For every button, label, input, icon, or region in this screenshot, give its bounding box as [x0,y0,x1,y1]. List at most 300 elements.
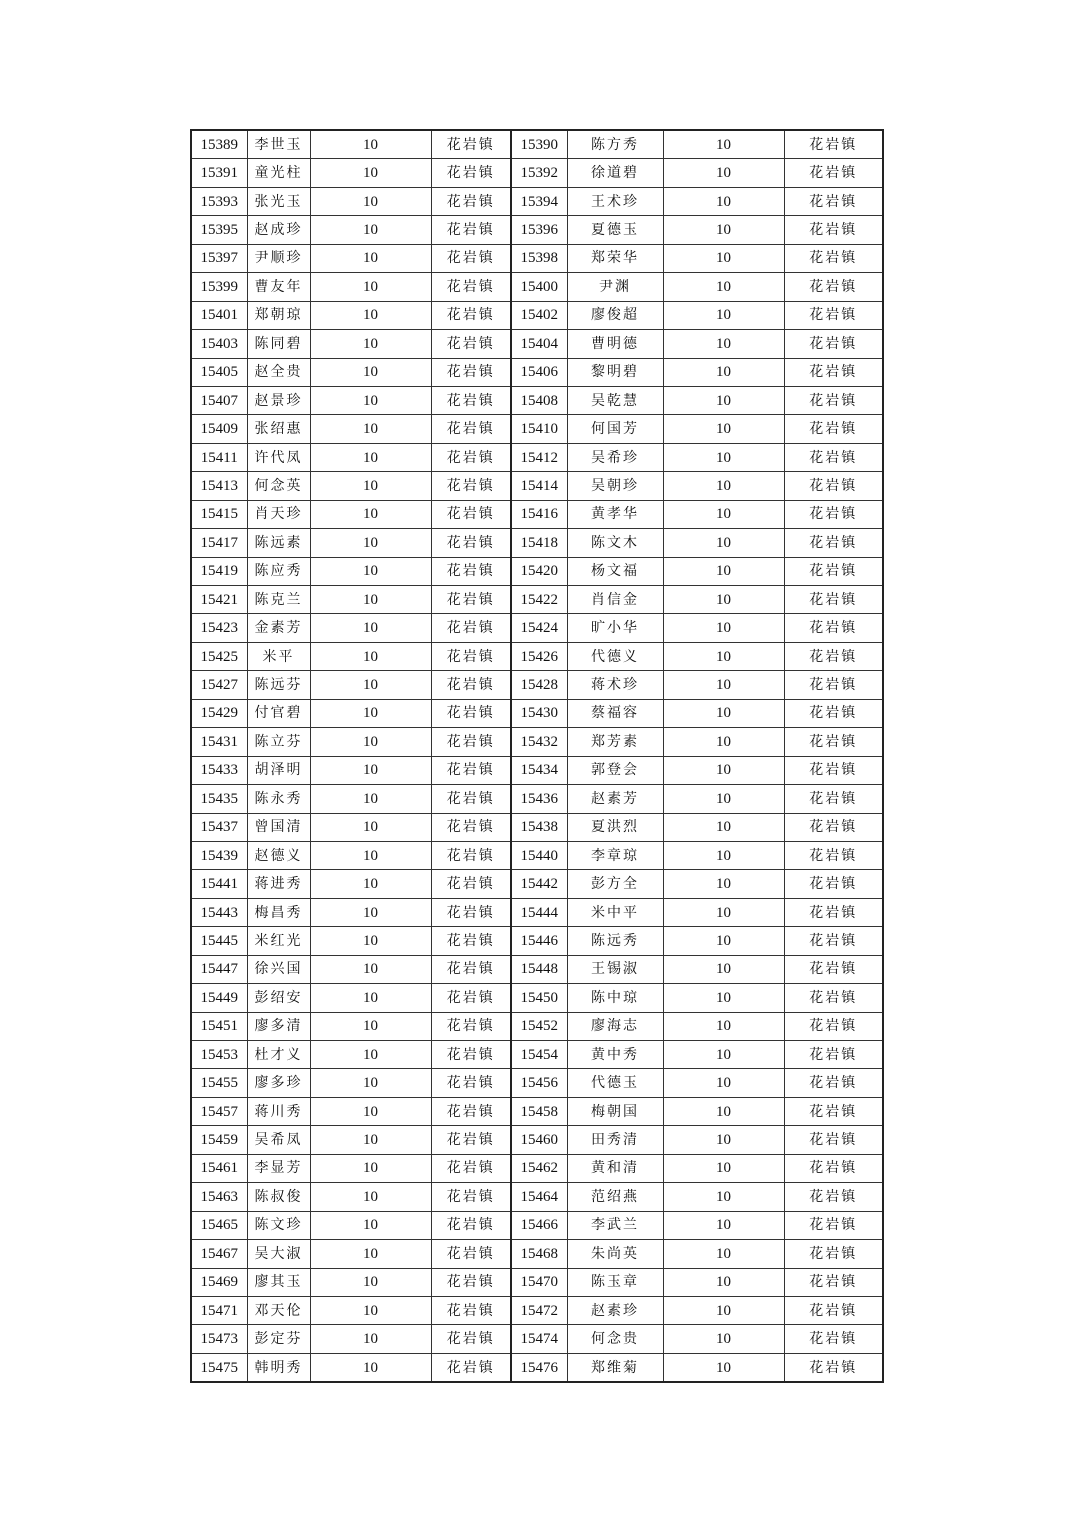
record-id-cell: 15401 [191,301,247,329]
name-cell: 陈立芬 [247,728,310,756]
amount-cell: 10 [310,529,431,557]
table-row [191,785,883,813]
record-id-cell: 15469 [191,1268,247,1296]
name-cell: 吴大淑 [247,1240,310,1268]
amount-cell: 10 [663,386,784,414]
name-cell: 夏德玉 [567,216,663,244]
name-cell: 赵成珍 [247,216,310,244]
amount-cell: 10 [310,330,431,358]
name-cell: 王术珍 [567,187,663,215]
name-cell: 何国芳 [567,415,663,443]
record-id-cell: 15420 [511,557,567,585]
town-cell: 花岩镇 [784,244,883,272]
town-cell: 花岩镇 [784,1240,883,1268]
town-cell: 花岩镇 [784,1353,883,1382]
amount-cell: 10 [310,984,431,1012]
record-id-cell: 15437 [191,813,247,841]
town-cell: 花岩镇 [431,614,511,642]
record-id-cell: 15474 [511,1325,567,1353]
town-cell: 花岩镇 [784,671,883,699]
table-row [191,1097,883,1125]
name-cell: 赵全贵 [247,358,310,386]
record-id-cell: 15433 [191,756,247,784]
town-cell: 花岩镇 [431,984,511,1012]
amount-cell: 10 [310,244,431,272]
name-cell: 曹明德 [567,330,663,358]
amount-cell: 10 [663,472,784,500]
town-cell: 花岩镇 [431,841,511,869]
name-cell: 陈永秀 [247,785,310,813]
amount-cell: 10 [310,1325,431,1353]
table-row [191,955,883,983]
name-cell: 吴希珍 [567,443,663,471]
amount-cell: 10 [663,984,784,1012]
town-cell: 花岩镇 [784,870,883,898]
amount-cell: 10 [310,699,431,727]
name-cell: 田秀清 [567,1126,663,1154]
table-row [191,330,883,358]
amount-cell: 10 [663,1069,784,1097]
town-cell: 花岩镇 [431,472,511,500]
table-row [191,1041,883,1069]
name-cell: 李武兰 [567,1211,663,1239]
record-id-cell: 15409 [191,415,247,443]
record-id-cell: 15414 [511,472,567,500]
name-cell: 廖多清 [247,1012,310,1040]
town-cell: 花岩镇 [784,785,883,813]
town-cell: 花岩镇 [431,1154,511,1182]
name-cell: 吴希凤 [247,1126,310,1154]
table-row [191,898,883,926]
name-cell: 郑芳素 [567,728,663,756]
table-row [191,500,883,528]
record-id-cell: 15439 [191,841,247,869]
amount-cell: 10 [663,870,784,898]
town-cell: 花岩镇 [431,244,511,272]
record-id-cell: 15431 [191,728,247,756]
amount-cell: 10 [310,586,431,614]
town-cell: 花岩镇 [431,927,511,955]
record-id-cell: 15397 [191,244,247,272]
name-cell: 陈文木 [567,529,663,557]
roster-body [191,130,883,1382]
name-cell: 彭方全 [567,870,663,898]
town-cell: 花岩镇 [431,130,511,159]
record-id-cell: 15430 [511,699,567,727]
town-cell: 花岩镇 [784,472,883,500]
name-cell: 金素芳 [247,614,310,642]
name-cell: 陈远秀 [567,927,663,955]
town-cell: 花岩镇 [784,1183,883,1211]
amount-cell: 10 [310,1097,431,1125]
town-cell: 花岩镇 [431,699,511,727]
town-cell: 花岩镇 [784,756,883,784]
amount-cell: 10 [663,415,784,443]
town-cell: 花岩镇 [784,1211,883,1239]
table-row [191,244,883,272]
record-id-cell: 15425 [191,642,247,670]
record-id-cell: 15391 [191,159,247,187]
name-cell: 廖多珍 [247,1069,310,1097]
record-id-cell: 15438 [511,813,567,841]
table-row [191,813,883,841]
record-id-cell: 15447 [191,955,247,983]
town-cell: 花岩镇 [431,1069,511,1097]
name-cell: 何念贵 [567,1325,663,1353]
town-cell: 花岩镇 [431,671,511,699]
town-cell: 花岩镇 [431,1296,511,1324]
record-id-cell: 15407 [191,386,247,414]
record-id-cell: 15449 [191,984,247,1012]
amount-cell: 10 [663,1183,784,1211]
table-row [191,130,883,159]
amount-cell: 10 [663,614,784,642]
record-id-cell: 15441 [191,870,247,898]
amount-cell: 10 [663,813,784,841]
record-id-cell: 15466 [511,1211,567,1239]
record-id-cell: 15443 [191,898,247,926]
record-id-cell: 15460 [511,1126,567,1154]
amount-cell: 10 [663,443,784,471]
name-cell: 蒋术珍 [567,671,663,699]
town-cell: 花岩镇 [784,273,883,301]
name-cell: 廖海志 [567,1012,663,1040]
record-id-cell: 15473 [191,1325,247,1353]
amount-cell: 10 [310,1183,431,1211]
name-cell: 陈文珍 [247,1211,310,1239]
amount-cell: 10 [663,330,784,358]
town-cell: 花岩镇 [431,642,511,670]
record-id-cell: 15390 [511,130,567,159]
amount-cell: 10 [663,955,784,983]
record-id-cell: 15402 [511,301,567,329]
town-cell: 花岩镇 [784,699,883,727]
record-id-cell: 15470 [511,1268,567,1296]
name-cell: 郑荣华 [567,244,663,272]
amount-cell: 10 [663,756,784,784]
town-cell: 花岩镇 [784,984,883,1012]
table-row [191,1268,883,1296]
name-cell: 陈中琼 [567,984,663,1012]
record-id-cell: 15472 [511,1296,567,1324]
amount-cell: 10 [663,586,784,614]
amount-cell: 10 [310,301,431,329]
name-cell: 代德义 [567,642,663,670]
record-id-cell: 15434 [511,756,567,784]
name-cell: 黄孝华 [567,500,663,528]
name-cell: 陈远素 [247,529,310,557]
name-cell: 陈叔俊 [247,1183,310,1211]
name-cell: 廖俊超 [567,301,663,329]
name-cell: 童光柱 [247,159,310,187]
table-row [191,386,883,414]
record-id-cell: 15417 [191,529,247,557]
record-id-cell: 15459 [191,1126,247,1154]
name-cell: 赵德义 [247,841,310,869]
table-row [191,1154,883,1182]
amount-cell: 10 [663,1097,784,1125]
record-id-cell: 15428 [511,671,567,699]
table-row [191,586,883,614]
record-id-cell: 15456 [511,1069,567,1097]
amount-cell: 10 [310,1069,431,1097]
name-cell: 曹友年 [247,273,310,301]
name-cell: 米中平 [567,898,663,926]
town-cell: 花岩镇 [784,529,883,557]
record-id-cell: 15423 [191,614,247,642]
name-cell: 张绍惠 [247,415,310,443]
amount-cell: 10 [310,130,431,159]
town-cell: 花岩镇 [784,1325,883,1353]
town-cell: 花岩镇 [431,273,511,301]
town-cell: 花岩镇 [784,159,883,187]
amount-cell: 10 [663,1296,784,1324]
name-cell: 尹顺珍 [247,244,310,272]
town-cell: 花岩镇 [784,301,883,329]
amount-cell: 10 [310,358,431,386]
name-cell: 吴乾慧 [567,386,663,414]
record-id-cell: 15442 [511,870,567,898]
town-cell: 花岩镇 [784,1296,883,1324]
record-id-cell: 15452 [511,1012,567,1040]
name-cell: 代德玉 [567,1069,663,1097]
name-cell: 肖天珍 [247,500,310,528]
amount-cell: 10 [663,671,784,699]
amount-cell: 10 [310,1041,431,1069]
town-cell: 花岩镇 [431,301,511,329]
table-row [191,671,883,699]
name-cell: 黄和清 [567,1154,663,1182]
table-row [191,159,883,187]
record-id-cell: 15406 [511,358,567,386]
amount-cell: 10 [663,898,784,926]
record-id-cell: 15461 [191,1154,247,1182]
name-cell: 郭登会 [567,756,663,784]
record-id-cell: 15468 [511,1240,567,1268]
amount-cell: 10 [310,443,431,471]
record-id-cell: 15429 [191,699,247,727]
amount-cell: 10 [310,273,431,301]
amount-cell: 10 [663,927,784,955]
record-id-cell: 15416 [511,500,567,528]
record-id-cell: 15424 [511,614,567,642]
amount-cell: 10 [310,813,431,841]
table-row [191,927,883,955]
amount-cell: 10 [663,1353,784,1382]
amount-cell: 10 [310,1126,431,1154]
table-row [191,415,883,443]
name-cell: 王锡淑 [567,955,663,983]
table-row [191,614,883,642]
table-row [191,216,883,244]
table-row [191,529,883,557]
town-cell: 花岩镇 [784,813,883,841]
name-cell: 夏洪烈 [567,813,663,841]
town-cell: 花岩镇 [431,415,511,443]
record-id-cell: 15454 [511,1041,567,1069]
table-row [191,984,883,1012]
record-id-cell: 15448 [511,955,567,983]
amount-cell: 10 [310,870,431,898]
record-id-cell: 15462 [511,1154,567,1182]
town-cell: 花岩镇 [431,386,511,414]
record-id-cell: 15436 [511,785,567,813]
town-cell: 花岩镇 [784,586,883,614]
amount-cell: 10 [663,728,784,756]
name-cell: 韩明秀 [247,1353,310,1382]
record-id-cell: 15411 [191,443,247,471]
amount-cell: 10 [310,898,431,926]
town-cell: 花岩镇 [784,898,883,926]
town-cell: 花岩镇 [784,216,883,244]
amount-cell: 10 [310,216,431,244]
town-cell: 花岩镇 [431,443,511,471]
amount-cell: 10 [310,159,431,187]
town-cell: 花岩镇 [784,500,883,528]
name-cell: 郑维菊 [567,1353,663,1382]
town-cell: 花岩镇 [431,500,511,528]
name-cell: 黎明碧 [567,358,663,386]
town-cell: 花岩镇 [784,955,883,983]
name-cell: 杜才义 [247,1041,310,1069]
table-row [191,699,883,727]
record-id-cell: 15458 [511,1097,567,1125]
name-cell: 杨文福 [567,557,663,585]
name-cell: 曾国清 [247,813,310,841]
amount-cell: 10 [663,1240,784,1268]
table-row [191,273,883,301]
amount-cell: 10 [663,130,784,159]
record-id-cell: 15457 [191,1097,247,1125]
town-cell: 花岩镇 [784,1012,883,1040]
amount-cell: 10 [663,1268,784,1296]
record-id-cell: 15453 [191,1041,247,1069]
amount-cell: 10 [663,1325,784,1353]
record-id-cell: 15392 [511,159,567,187]
amount-cell: 10 [663,642,784,670]
table-row [191,841,883,869]
table-row [191,728,883,756]
amount-cell: 10 [663,216,784,244]
record-id-cell: 15408 [511,386,567,414]
name-cell: 何念英 [247,472,310,500]
record-id-cell: 15398 [511,244,567,272]
table-row [191,1126,883,1154]
amount-cell: 10 [310,927,431,955]
town-cell: 花岩镇 [431,358,511,386]
amount-cell: 10 [310,728,431,756]
table-row [191,642,883,670]
town-cell: 花岩镇 [431,1012,511,1040]
record-id-cell: 15475 [191,1353,247,1382]
name-cell: 李章琼 [567,841,663,869]
town-cell: 花岩镇 [784,386,883,414]
town-cell: 花岩镇 [784,1268,883,1296]
table-row [191,1240,883,1268]
amount-cell: 10 [310,671,431,699]
table-row [191,1069,883,1097]
name-cell: 黄中秀 [567,1041,663,1069]
record-id-cell: 15419 [191,557,247,585]
record-id-cell: 15467 [191,1240,247,1268]
name-cell: 邓天伦 [247,1296,310,1324]
record-id-cell: 15471 [191,1296,247,1324]
record-id-cell: 15415 [191,500,247,528]
amount-cell: 10 [663,187,784,215]
amount-cell: 10 [310,557,431,585]
record-id-cell: 15412 [511,443,567,471]
town-cell: 花岩镇 [784,1069,883,1097]
record-id-cell: 15465 [191,1211,247,1239]
record-id-cell: 15426 [511,642,567,670]
amount-cell: 10 [663,301,784,329]
record-id-cell: 15400 [511,273,567,301]
record-id-cell: 15451 [191,1012,247,1040]
amount-cell: 10 [310,187,431,215]
record-id-cell: 15404 [511,330,567,358]
town-cell: 花岩镇 [784,358,883,386]
town-cell: 花岩镇 [784,187,883,215]
record-id-cell: 15422 [511,586,567,614]
name-cell: 蒋进秀 [247,870,310,898]
name-cell: 梅昌秀 [247,898,310,926]
town-cell: 花岩镇 [431,1325,511,1353]
town-cell: 花岩镇 [784,927,883,955]
town-cell: 花岩镇 [784,1126,883,1154]
record-id-cell: 15476 [511,1353,567,1382]
amount-cell: 10 [310,1240,431,1268]
name-cell: 陈同碧 [247,330,310,358]
name-cell: 李世玉 [247,130,310,159]
town-cell: 花岩镇 [431,898,511,926]
amount-cell: 10 [310,1154,431,1182]
name-cell: 彭绍安 [247,984,310,1012]
amount-cell: 10 [663,1154,784,1182]
record-id-cell: 15445 [191,927,247,955]
name-cell: 赵景珍 [247,386,310,414]
record-id-cell: 15444 [511,898,567,926]
town-cell: 花岩镇 [431,1097,511,1125]
amount-cell: 10 [663,841,784,869]
town-cell: 花岩镇 [431,1211,511,1239]
record-id-cell: 15421 [191,586,247,614]
record-id-cell: 15427 [191,671,247,699]
amount-cell: 10 [310,386,431,414]
amount-cell: 10 [310,614,431,642]
record-id-cell: 15455 [191,1069,247,1097]
town-cell: 花岩镇 [431,728,511,756]
table-row [191,1325,883,1353]
amount-cell: 10 [663,1126,784,1154]
name-cell: 米平 [247,642,310,670]
amount-cell: 10 [310,1012,431,1040]
name-cell: 范绍燕 [567,1183,663,1211]
name-cell: 彭定芬 [247,1325,310,1353]
amount-cell: 10 [663,1041,784,1069]
record-id-cell: 15396 [511,216,567,244]
town-cell: 花岩镇 [431,557,511,585]
town-cell: 花岩镇 [784,557,883,585]
record-id-cell: 15440 [511,841,567,869]
town-cell: 花岩镇 [784,443,883,471]
name-cell: 肖信金 [567,586,663,614]
name-cell: 李显芳 [247,1154,310,1182]
name-cell: 朱尚英 [567,1240,663,1268]
name-cell: 陈应秀 [247,557,310,585]
town-cell: 花岩镇 [431,1240,511,1268]
amount-cell: 10 [310,472,431,500]
town-cell: 花岩镇 [431,1183,511,1211]
